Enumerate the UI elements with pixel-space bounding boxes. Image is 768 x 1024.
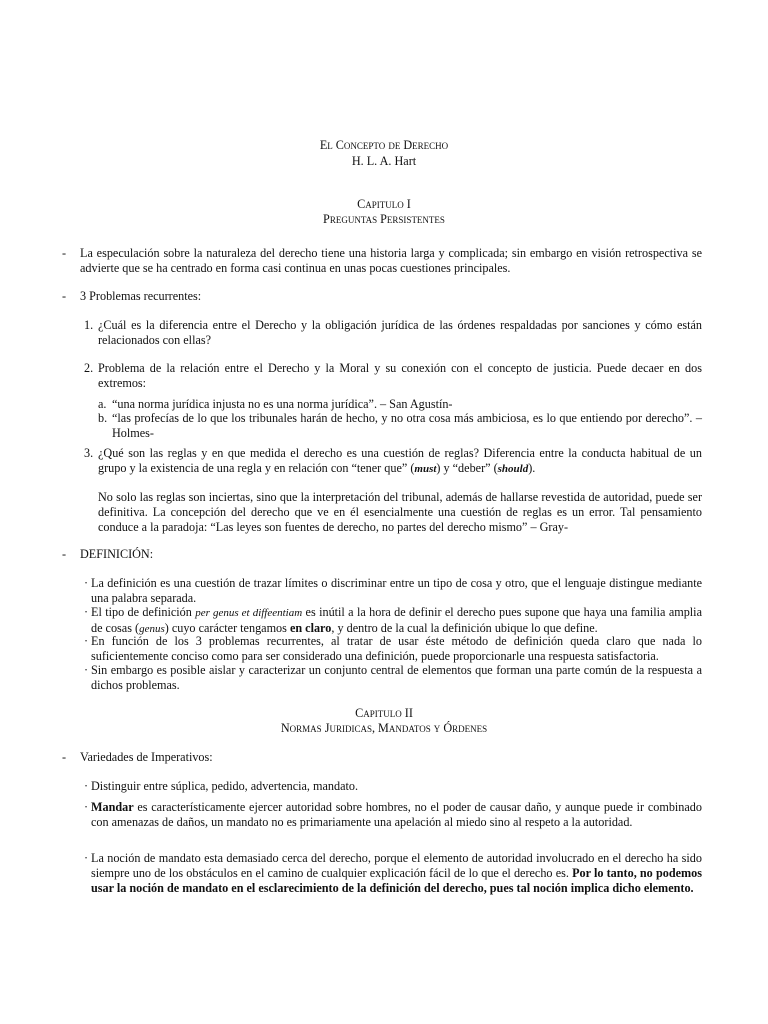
dash-marker: - [62, 246, 67, 260]
definition-3-text: En función de los 3 problemas recurrentes, al tratar de usar éste método de definición queda claro que nada lo suficientemente conciso como para ser considerado una definición, puede proporcionarle una respuesta satisfactoria. [91, 634, 702, 664]
definition-1-text: La definición es una cuestión de trazar límites o discriminar entre un tipo de cosa y otro, que el lenguaje distingue mediante una palabra separada. [91, 576, 702, 606]
imperatives-1-text: Distinguir entre súplica, pedido, advertencia, mandato. [91, 779, 359, 793]
document-title: El Concepto de Derecho [319, 138, 449, 152]
chapter-2-label: Capitulo II [355, 706, 413, 720]
number-marker: 3. [84, 446, 94, 460]
imperatives-heading: Variedades de Imperativos: [80, 750, 213, 764]
p3-after: ). [528, 461, 536, 476]
dash-marker: - [62, 289, 67, 303]
problem-3-extra-text: No solo las reglas son inciertas, sino que la interpretación del tribunal, además de hallarse revestida de autoridad, puede ser definitiva. La concepción del derecho que ve en él esencialmente una cuestión de reglas es un error. Tal pensamiento conduce a la paradoja: “Las leyes son fuentes de derecho, no partes del derecho mismo” – Gray- [98, 490, 702, 535]
definition-heading: DEFINICIÓN: [80, 547, 154, 561]
bullet-marker: · [84, 605, 89, 619]
imperatives-3-text: La noción de mandato esta demasiado cerca del derecho, porque el elemento de autoridad involucrado en el derecho ha sido siempre uno de los obstáculos en el camino de cualquier explicación fácil de lo que el derecho es. Por lo tanto, no podemos usar la noción de mandato en el esclarecimiento de la definición del derecho, pues tal noción implica dicho elemento. [91, 851, 702, 896]
p3-middle: ) y “deber” ( [436, 461, 498, 476]
dash-marker: - [62, 547, 67, 561]
conclusion-bold: Por lo tanto, no podemos usar la noción de mandato en el esclarecimiento de la definición del derecho, pues tal noción implica dicho elemento. [91, 866, 702, 896]
intro-paragraph: La especulación sobre la naturaleza del derecho tiene una historia larga y complicada; sin embargo en visión retrospectiva se advierte que se ha centrado en forma casi continua en unas pocas cuestiones principales. [80, 246, 702, 276]
dash-marker: - [62, 750, 67, 764]
problem-1-text: ¿Cuál es la diferencia entre el Derecho y la obligación jurídica de las órdenes respaldadas por sanciones y cómo están relacionados con ellas? [98, 318, 702, 348]
chapter-1-subtitle: Preguntas Persistentes [323, 212, 445, 226]
problem-2-text: Problema de la relación entre el Derecho y la Moral y su conexión con el concepto de justicia. Puede decaer en dos extremos: [98, 361, 702, 391]
p3-should: should [497, 463, 529, 476]
letter-marker: b. [98, 411, 108, 425]
en-claro: en claro [289, 621, 332, 636]
problems-heading: 3 Problemas recurrentes: [80, 289, 202, 303]
latin-term: per genus et diffeentiam [195, 607, 303, 619]
chapter-1-heading [0, 197, 768, 227]
bullet-marker: · [84, 800, 89, 814]
bullet-marker: · [84, 634, 89, 648]
chapter-2-subtitle: Normas Juridicas, Mandatos y Órdenes [280, 721, 488, 735]
problem-2a-text: “una norma jurídica injusta no es una norma jurídica”. – San Agustín- [112, 397, 453, 411]
definition-2-text: El tipo de definición per genus et diffeentiam es inútil a la hora de definir el derecho pues supone que haya una familia amplia de cosas (genus) cuyo carácter tengamos en claro, y dentro de la cual la definición ubique lo que define. [91, 605, 702, 636]
chapter-2-heading [0, 706, 768, 736]
problem-2b-text: “las profecías de lo que los tribunales harán de hecho, y no otra cosa más ambiciosa, es lo que entiendo por derecho”. – Holmes- [112, 411, 702, 441]
document-author: H. L. A. Hart [351, 154, 417, 168]
p3-before: ¿Qué son las reglas y en que medida el derecho es una cuestión de reglas? Diferencia entre la conducta habitual de un grupo y la existencia de una regla y en relación con “tener que” ( [98, 446, 702, 476]
p3-must: must [414, 463, 437, 476]
genus-term: genus [139, 623, 165, 636]
number-marker: 1. [84, 318, 94, 332]
document-header [0, 137, 768, 169]
bullet-marker: · [84, 851, 89, 865]
mandar-term: Mandar [91, 800, 134, 814]
bullet-marker: · [84, 576, 89, 590]
bullet-marker: · [84, 663, 89, 677]
number-marker: 2. [84, 361, 94, 375]
letter-marker: a. [98, 397, 107, 411]
chapter-1-label: Capitulo I [357, 197, 411, 211]
imperatives-2-text: Mandar es característicamente ejercer autoridad sobre hombres, no el poder de causar daño, y aunque puede ir combinado con amenazas de daños, un mandato no es primariamente una apelación al miedo sino al respeto a la autoridad. [91, 800, 702, 830]
definition-4-text: Sin embargo es posible aislar y caracterizar un conjunto central de elementos que forman una parte común de la respuesta a dichos problemas. [91, 663, 702, 693]
problem-3-text [98, 446, 702, 477]
bullet-marker: · [84, 779, 89, 793]
